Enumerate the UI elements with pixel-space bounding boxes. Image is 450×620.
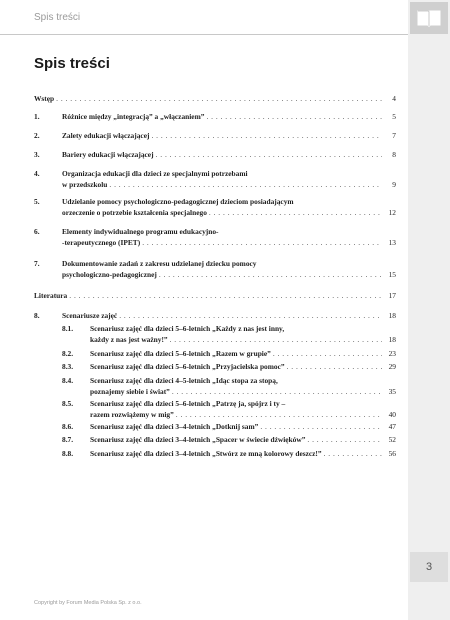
toc-entry-text: Różnice między „integracją” a „włączaniem” <box>62 112 205 121</box>
toc-number: 6. <box>34 227 40 236</box>
toc-entry[interactable] <box>0 421 396 432</box>
toc-entry[interactable] <box>0 375 396 397</box>
toc-entry-text: orzeczenie o potrzebie kształcenia specjalnego <box>62 208 207 217</box>
toc-entry-text: Scenariusze zajęć <box>62 311 118 320</box>
toc-entry-text: Scenariusz zajęć dla dzieci 5–6-letnich „Patrzę ja, spójrz i ty – <box>90 399 286 408</box>
toc-entry-text: Dokumentowanie zadań z zakresu udzielanej dziecku pomocy <box>62 259 257 268</box>
toc-number: 8.7. <box>62 435 74 444</box>
book-icon <box>416 8 442 28</box>
toc-entry-text: poznajemy siebie i świat” <box>90 387 170 396</box>
toc-number: 5. <box>34 197 40 206</box>
toc-number: 1. <box>34 112 40 121</box>
toc-entry-text: Literatura <box>34 291 68 300</box>
page-title: Spis treści <box>34 55 110 72</box>
dot-leader <box>170 334 382 345</box>
copyright-footer: Copyright by Forum Media Polska Sp. z o.o. <box>34 600 142 606</box>
toc-number: 3. <box>34 150 40 159</box>
toc-entry[interactable] <box>0 168 396 190</box>
toc-entry-text: Wstęp <box>34 94 55 103</box>
dot-leader <box>109 179 382 190</box>
dot-leader <box>172 386 382 397</box>
toc-page-number: 29 <box>388 362 396 371</box>
toc-entry-text: w przedszkolu <box>62 180 108 189</box>
toc-entry-text: Scenariusz zajęć dla dzieci 4–5-letnich „Idąc stopa za stopą, <box>90 376 278 385</box>
toc-entry[interactable] <box>0 130 396 141</box>
toc-entry[interactable] <box>0 448 396 459</box>
toc-page-number: 23 <box>388 349 396 358</box>
dot-leader <box>69 290 382 301</box>
toc-entry-text: Scenariusz zajęć dla dzieci 5–6-letnich „Każdy z nas jest inny, <box>90 324 285 333</box>
toc-page-number: 47 <box>388 422 396 431</box>
toc-number: 8. <box>34 311 40 320</box>
toc-number: 2. <box>34 131 40 140</box>
toc-page-number: 18 <box>388 311 396 320</box>
toc-entry[interactable] <box>0 361 396 372</box>
dot-leader <box>307 434 382 445</box>
toc-page-number: 56 <box>388 449 396 458</box>
dot-leader <box>287 361 382 372</box>
dot-leader <box>260 421 382 432</box>
dot-leader <box>176 409 382 420</box>
toc-entry[interactable] <box>0 258 396 280</box>
toc-entry-text: razem rozwiążemy w mig” <box>90 410 174 419</box>
toc-page-number: 35 <box>388 387 396 396</box>
toc-entry-text: Bariery edukacji włączającej <box>62 150 154 159</box>
toc-entry[interactable] <box>0 323 396 345</box>
toc-number: 8.6. <box>62 422 74 431</box>
toc-number: 8.8. <box>62 449 74 458</box>
toc-entry[interactable] <box>0 310 396 321</box>
toc-entry[interactable] <box>0 111 396 122</box>
toc-entry-text: Elementy indywidualnego programu edukacyjno- <box>62 227 219 236</box>
toc-page-number: 9 <box>392 180 396 189</box>
dot-leader <box>142 237 382 248</box>
toc-entry[interactable] <box>0 398 396 420</box>
toc-number: 8.2. <box>62 349 74 358</box>
toc-page-number: 15 <box>388 270 396 279</box>
toc-number: 4. <box>34 169 40 178</box>
toc-entry-text: Organizacja edukacji dla dzieci ze specjalnymi potrzebami <box>62 169 248 178</box>
toc-page-number: 40 <box>388 410 396 419</box>
book-icon-box <box>410 2 448 34</box>
dot-leader <box>324 448 382 459</box>
toc-page-number: 5 <box>392 112 396 121</box>
toc-page-number: 52 <box>388 435 396 444</box>
header-rule <box>0 34 408 35</box>
toc-entry-text: Udzielanie pomocy psychologiczno-pedagogicznej dzieciom posiadającym <box>62 197 294 206</box>
toc-entry[interactable] <box>0 196 396 218</box>
dot-leader <box>156 149 382 160</box>
side-margin-bar <box>408 0 450 620</box>
toc-number: 7. <box>34 259 40 268</box>
toc-page-number: 7 <box>392 131 396 140</box>
toc-entry-text: Zalety edukacji włączającej <box>62 131 150 140</box>
toc-number: 8.5. <box>62 399 74 408</box>
toc-entry[interactable] <box>0 290 396 301</box>
toc-entry-text: Scenariusz zajęć dla dzieci 3–4-letnich „Spacer w świecie dźwięków” <box>90 435 306 444</box>
toc-page-number: 4 <box>392 94 396 103</box>
page-number: 3 <box>410 552 448 582</box>
toc-entry[interactable] <box>0 226 396 248</box>
toc-page-number: 18 <box>388 335 396 344</box>
toc-page-number: 13 <box>388 238 396 247</box>
toc-entry[interactable] <box>0 93 396 104</box>
toc-entry[interactable] <box>0 434 396 445</box>
toc-page-number: 8 <box>392 150 396 159</box>
toc-number: 8.3. <box>62 362 74 371</box>
dot-leader <box>206 111 382 122</box>
toc-entry-text: psychologiczno-pedagogicznej <box>62 270 157 279</box>
toc-number: 8.4. <box>62 376 74 385</box>
toc-entry-text: Scenariusz zajęć dla dzieci 5–6-letnich „Przyjacielska pomoc” <box>90 362 285 371</box>
toc-entry-text: każdy z nas jest ważny!” <box>90 335 168 344</box>
toc-number: 8.1. <box>62 324 74 333</box>
dot-leader <box>151 130 382 141</box>
dot-leader <box>273 348 382 359</box>
toc-entry-text: Scenariusz zajęć dla dzieci 5–6-letnich „Razem w grupie” <box>90 349 271 358</box>
dot-leader <box>209 207 382 218</box>
dot-leader <box>56 93 382 104</box>
dot-leader <box>119 310 382 321</box>
toc-entry-text: Scenariusz zajęć dla dzieci 3–4-letnich „Dotknij sam” <box>90 422 259 431</box>
toc-entry-text: -terapeutycznego (IPET) <box>62 238 141 247</box>
toc-page-number: 17 <box>388 291 396 300</box>
toc-entry[interactable] <box>0 149 396 160</box>
toc-page-number: 12 <box>388 208 396 217</box>
toc-entry-text: Scenariusz zajęć dla dzieci 3–4-letnich „Stwórz ze mną kolorowy deszcz!” <box>90 449 322 458</box>
toc-entry[interactable] <box>0 348 396 359</box>
dot-leader <box>159 269 382 280</box>
running-header: Spis treści <box>34 12 81 23</box>
